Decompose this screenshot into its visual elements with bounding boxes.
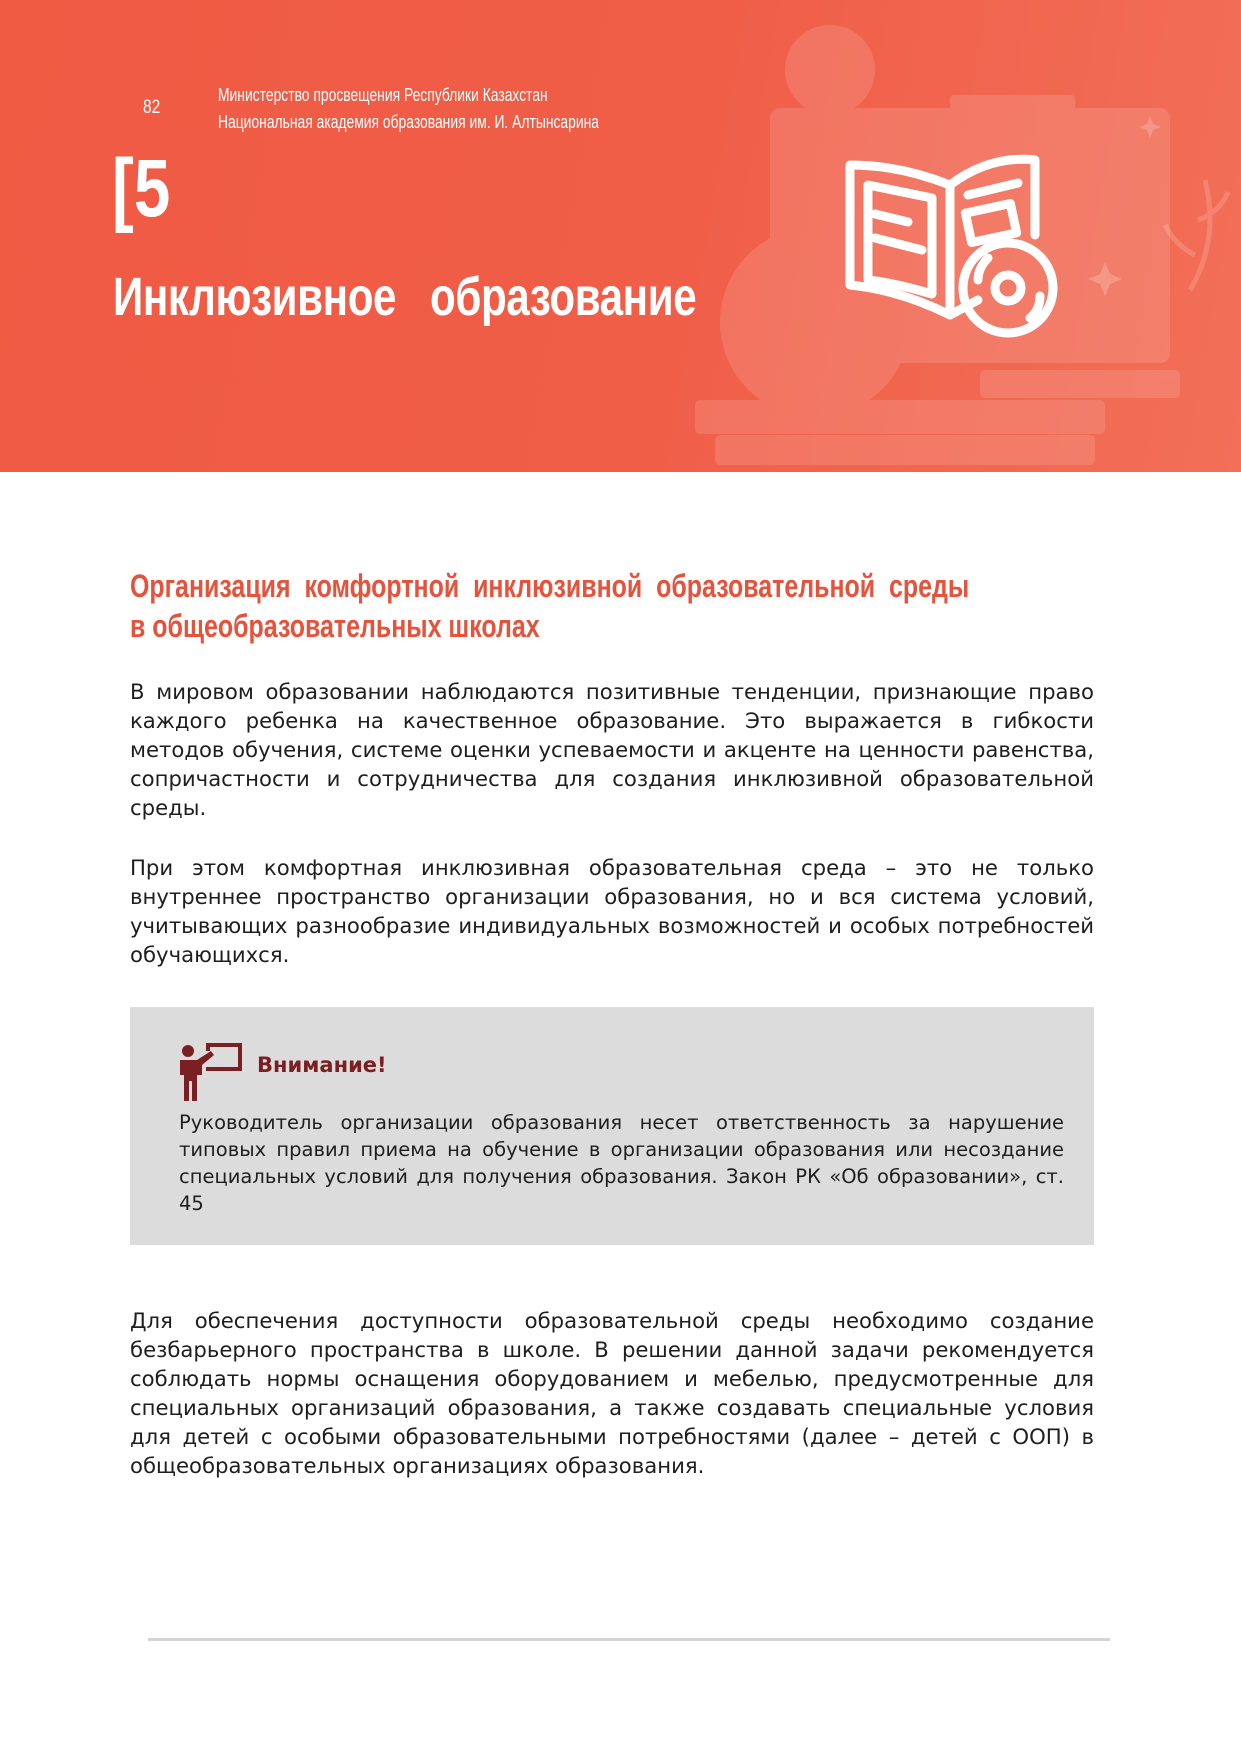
chapter-header (0, 0, 1241, 472)
chapter-number: [5 (112, 143, 171, 234)
attention-callout (130, 1007, 1094, 1245)
attention-text: Руководитель организации образования несет ответственность за нарушение типовых правил приема на обучение в организации образования или несоздание специальных условий для получения образования. Закон РК «Об образовании», ст. 45 (179, 1111, 1064, 1215)
paragraph-3: Для обеспечения доступности образовательной среды необходимо создание безбарьерного пространства в школе. В решении данной задачи рекомендуется соблюдать нормы оснащения оборудованием и мебелью, предусмотренные для специальных организаций образования, а также создавать специальные условия для детей с особыми образовательными потребностями (далее – детей с ООП) в общеобразовательных организациях образования. (130, 1308, 1094, 1478)
paragraph-1: В мировом образовании наблюдаются позитивные тенденции, признающие право каждого ребенка на качественное образование. Это выражается в гибкости методов обучения, системе оценки успеваемости и акценте на ценности равенства, сопричастности и сотрудничества для создания инклюзивной образовательной среды. (130, 679, 1094, 820)
section-title: Организация комфортной инклюзивной образовательной среды в общеобразовательных школах (130, 568, 970, 644)
ministry-name: Министерство просвещения Республики Казахстан (218, 84, 548, 105)
presenter-icon (178, 1043, 242, 1103)
book-with-disc-icon (840, 140, 1070, 340)
footer-divider (148, 1638, 1110, 1641)
paragraph-2: При этом комфортная инклюзивная образовательная среда – это не только внутреннее пространство организации образования, но и вся система условий, учитывающих разнообразие индивидуальных возможностей и особых потребностей обучающихся. (130, 855, 1094, 967)
page-number: 82 (143, 97, 161, 118)
chapter-title: Инклюзивное образование (113, 267, 697, 327)
academy-name: Национальная академия образования им. И. Алтынсарина (218, 111, 599, 132)
attention-label: Внимание! (257, 1053, 387, 1077)
